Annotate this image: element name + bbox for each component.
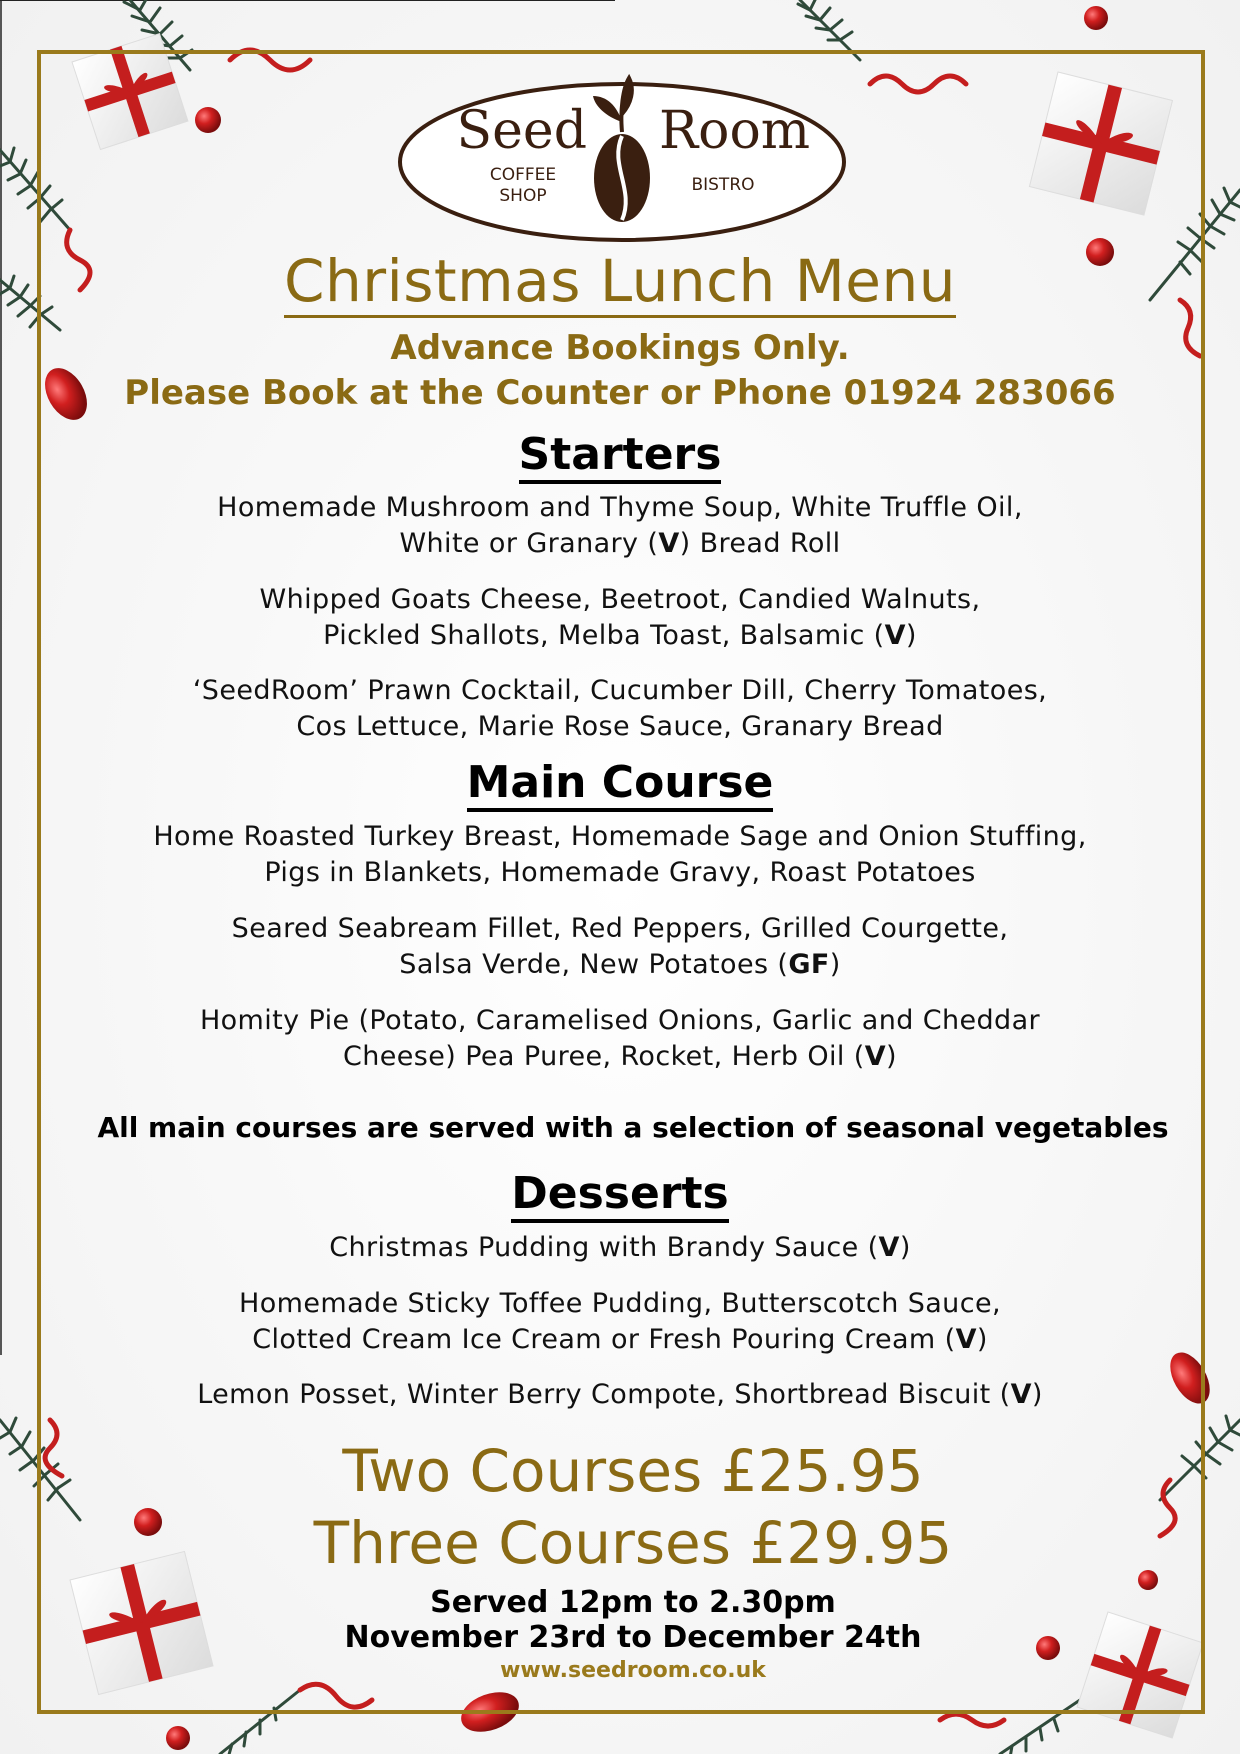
main-item-3: Homity Pie (Potato, Caramelised Onions, Garlic and Cheddar Cheese) Pea Puree, Rocket, Herb Oil (V) — [199, 1005, 1041, 1072]
served-time: Served 12pm to 2.30pm — [430, 1585, 836, 1620]
price-two-courses: Two Courses £25.95 — [342, 1437, 924, 1505]
price-three-courses: Three Courses £29.95 — [313, 1509, 953, 1577]
menu-title-text: Christmas Lunch Menu — [284, 247, 956, 318]
starter-item-3: ‘SeedRoom’ Prawn Cocktail, Cucumber Dill, Cherry Tomatoes, Cos Lettuce, Marie Rose Sauce, Granary Bread — [192, 675, 1048, 742]
dietary-tag: V — [955, 1324, 977, 1355]
starter-item-2: Whipped Goats Cheese, Beetroot, Candied Walnuts, Pickled Shallots, Melba Toast, Balsamic (V) — [259, 584, 981, 651]
logo-sub-coffee: COFFEE — [489, 165, 557, 185]
desserts-heading: Desserts — [0, 1168, 1240, 1220]
dietary-tag: V — [864, 1041, 887, 1072]
main-item-2: Seared Seabream Fillet, Red Peppers, Grilled Courgette, Salsa Verde, New Potatoes (GF) — [231, 913, 1009, 980]
logo-name-right: Room — [659, 101, 811, 161]
dietary-tag: V — [1010, 1379, 1032, 1410]
dessert-item-2: Homemade Sticky Toffee Pudding, Butterscotch Sauce, Clotted Cream Ice Cream or Fresh Pouring Cream (V) — [239, 1288, 1001, 1355]
dessert-item-1: Christmas Pudding with Brandy Sauce (V) — [329, 1232, 911, 1263]
menu-title — [0, 248, 1240, 314]
website-link[interactable]: www.seedroom.co.uk — [500, 1658, 766, 1683]
dietary-tag: V — [884, 620, 906, 651]
served-dates: November 23rd to December 24th — [344, 1620, 922, 1655]
booking-line-2: Please Book at the Counter or Phone 01924 283066 — [124, 373, 1116, 413]
main-item-1: Home Roasted Turkey Breast, Homemade Sage and Onion Stuffing, Pigs in Blankets, Homemade Gravy, Roast Potatoes — [153, 821, 1087, 888]
logo-sub-bistro: BISTRO — [691, 175, 755, 195]
dessert-item-3: Lemon Posset, Winter Berry Compote, Shortbread Biscuit (V) — [197, 1379, 1043, 1410]
dietary-tag: GF — [788, 949, 830, 980]
starters-heading: Starters — [0, 429, 1240, 481]
seedroom-logo — [395, 70, 850, 248]
starter-item-1: Homemade Mushroom and Thyme Soup, White Truffle Oil, White or Granary (V) Bread Roll — [217, 492, 1023, 559]
main-course-heading: Main Course — [0, 757, 1240, 809]
dietary-tag: V — [878, 1232, 900, 1263]
logo-name-left: Seed — [456, 101, 587, 161]
booking-line-1: Advance Bookings Only. — [390, 328, 850, 368]
logo-sub-shop: SHOP — [499, 186, 547, 206]
dietary-tag: V — [658, 528, 680, 559]
vegetables-note: All main courses are served with a selection of seasonal vegetables — [97, 1111, 1169, 1144]
